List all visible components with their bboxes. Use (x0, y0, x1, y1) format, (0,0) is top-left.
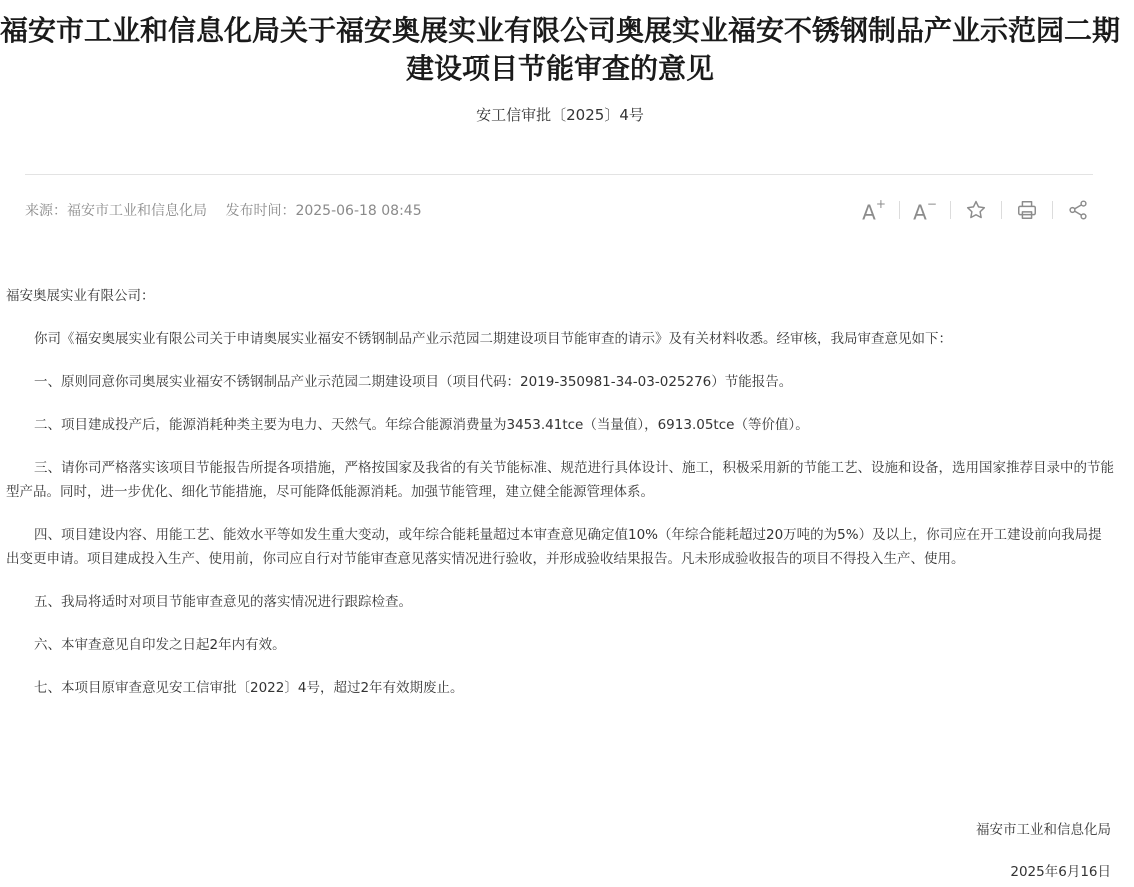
share-button[interactable] (1062, 197, 1094, 223)
body-paragraph: 你司《福安奥展实业有限公司关于申请奥展实业福安不锈钢制品产业示范园二期建设项目节能审查的请示》及有关材料收悉。经审核，我局审查意见如下： (34, 331, 952, 347)
divider (25, 174, 1093, 175)
print-icon (1016, 199, 1038, 221)
font-increase-icon: A+ (862, 196, 886, 225)
salutation: 福安奥展实业有限公司： (6, 288, 155, 304)
source-label: 来源：福安市工业和信息化局 (25, 203, 207, 219)
signoff-organization: 福安市工业和信息化局 (976, 822, 1111, 838)
page-title: 福安市工业和信息化局关于福安奥展实业有限公司奥展实业福安不锈钢制品产业示范园二期建设项目节能审查的意见 (0, 14, 1121, 85)
body-paragraph: 一、原则同意你司奥展实业福安不锈钢制品产业示范园二期建设项目（项目代码：2019-350981-34-03-025276）节能报告。 (34, 374, 793, 390)
body-paragraph: 四、项目建设内容、用能工艺、能效水平等如发生重大变动，或年综合能耗量超过本审查意见确定值10%（年综合能耗超过20万吨的为5%）及以上，你司应在开工建设前向我局提出变更申请。项目建成投入生产、使用前，你司应自行对节能审查意见落实情况进行验收，并形成验收结果报告。凡未形成验收报告的项目不得投入生产、使用。 (6, 527, 1102, 567)
article-body (6, 284, 1114, 719)
share-icon (1067, 199, 1089, 221)
font-increase-button[interactable] (858, 197, 890, 223)
star-icon (965, 199, 987, 221)
body-paragraph: 五、我局将适时对项目节能审查意见的落实情况进行跟踪检查。 (34, 594, 412, 610)
signoff-date: 2025年6月16日 (1010, 864, 1111, 880)
font-decrease-icon: A− (913, 196, 937, 225)
print-button[interactable] (1011, 197, 1043, 223)
body-paragraph: 三、请你司严格落实该项目节能报告所提各项措施，严格按国家及我省的有关节能标准、规范进行具体设计、施工，积极采用新的节能工艺、设施和设备，选用国家推荐目录中的节能型产品。同时，进一步优化、细化节能措施，尽可能降低能源消耗。加强节能管理，建立健全能源管理体系。 (6, 460, 1114, 500)
toolbar-separator (1052, 201, 1053, 219)
favorite-button[interactable] (960, 197, 992, 223)
body-paragraph: 六、本审查意见自印发之日起2年内有效。 (34, 637, 286, 653)
article-toolbar (858, 196, 1094, 224)
toolbar-separator (1001, 201, 1002, 219)
body-paragraph: 二、项目建成投产后，能源消耗种类主要为电力、天然气。年综合能源消费量为3453.41tce（当量值），6913.05tce（等价值）。 (34, 417, 809, 433)
document-number: 安工信审批〔2025〕4号 (476, 106, 644, 124)
toolbar-separator (950, 201, 951, 219)
article-meta (25, 200, 436, 220)
publish-time: 发布时间：2025-06-18 08:45 (225, 203, 422, 219)
font-decrease-button[interactable] (909, 197, 941, 223)
toolbar-separator (899, 201, 900, 219)
body-paragraph: 七、本项目原审查意见安工信审批〔2022〕4号，超过2年有效期废止。 (34, 680, 464, 696)
